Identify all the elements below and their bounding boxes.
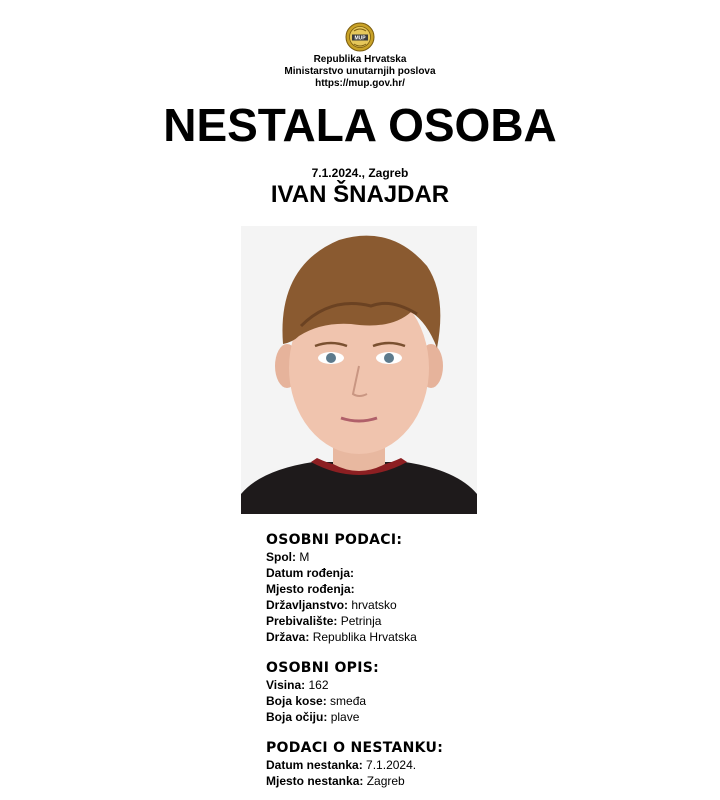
field-row [266,757,686,773]
field-row [266,629,686,645]
header [0,22,720,90]
person-photo-icon [241,226,477,514]
field-value: smeđa [330,694,367,708]
mup-logo-icon [345,22,375,52]
field-row [266,709,686,725]
field-row [266,597,686,613]
field-label: Boja kose: [266,694,327,708]
field-row [266,693,686,709]
field-row [266,773,686,789]
section-heading: OSOBNI OPIS: [266,660,380,676]
field-value: 7.1.2024. [366,758,417,772]
details [266,531,686,789]
section-heading: OSOBNI PODACI: [266,532,403,548]
field-label: Boja očiju: [266,710,328,724]
field-value: hrvatsko [351,598,397,612]
field-value: Petrinja [340,614,382,628]
field-label: Datum nestanka: [266,758,363,772]
field-label: Spol: [266,550,296,564]
field-value: Zagreb [366,774,405,788]
field-value: plave [330,710,360,724]
person-name: IVAN ŠNAJDAR [270,181,450,208]
section-heading: PODACI O NESTANKU: [266,740,444,756]
field-label: Mjesto rođenja: [266,582,355,596]
field-label: Državljanstvo: [266,598,349,612]
page-title: NESTALA OSOBA [163,99,557,151]
header-url: https://mup.gov.hr/ [315,78,405,89]
field-value: Republika Hrvatska [312,630,417,644]
field-row [266,565,686,581]
date-place: 7.1.2024., Zagreb [311,166,409,180]
section-description [266,659,686,725]
section-personal [266,531,686,645]
header-ministry: Ministarstvo unutarnjih poslova [284,66,436,77]
field-row [266,677,686,693]
field-value: 162 [308,678,329,692]
field-label: Prebivalište: [266,614,338,628]
field-label: Datum rođenja: [266,566,355,580]
section-disappearance [266,739,686,789]
field-value: M [299,550,310,564]
field-row [266,581,686,597]
logo-text: MUP [354,35,366,42]
field-row [266,613,686,629]
field-label: Država: [266,630,310,644]
person-photo [241,226,477,514]
field-label: Mjesto nestanka: [266,774,364,788]
field-row [266,549,686,565]
field-label: Visina: [266,678,306,692]
header-country: Republika Hrvatska [313,54,407,65]
